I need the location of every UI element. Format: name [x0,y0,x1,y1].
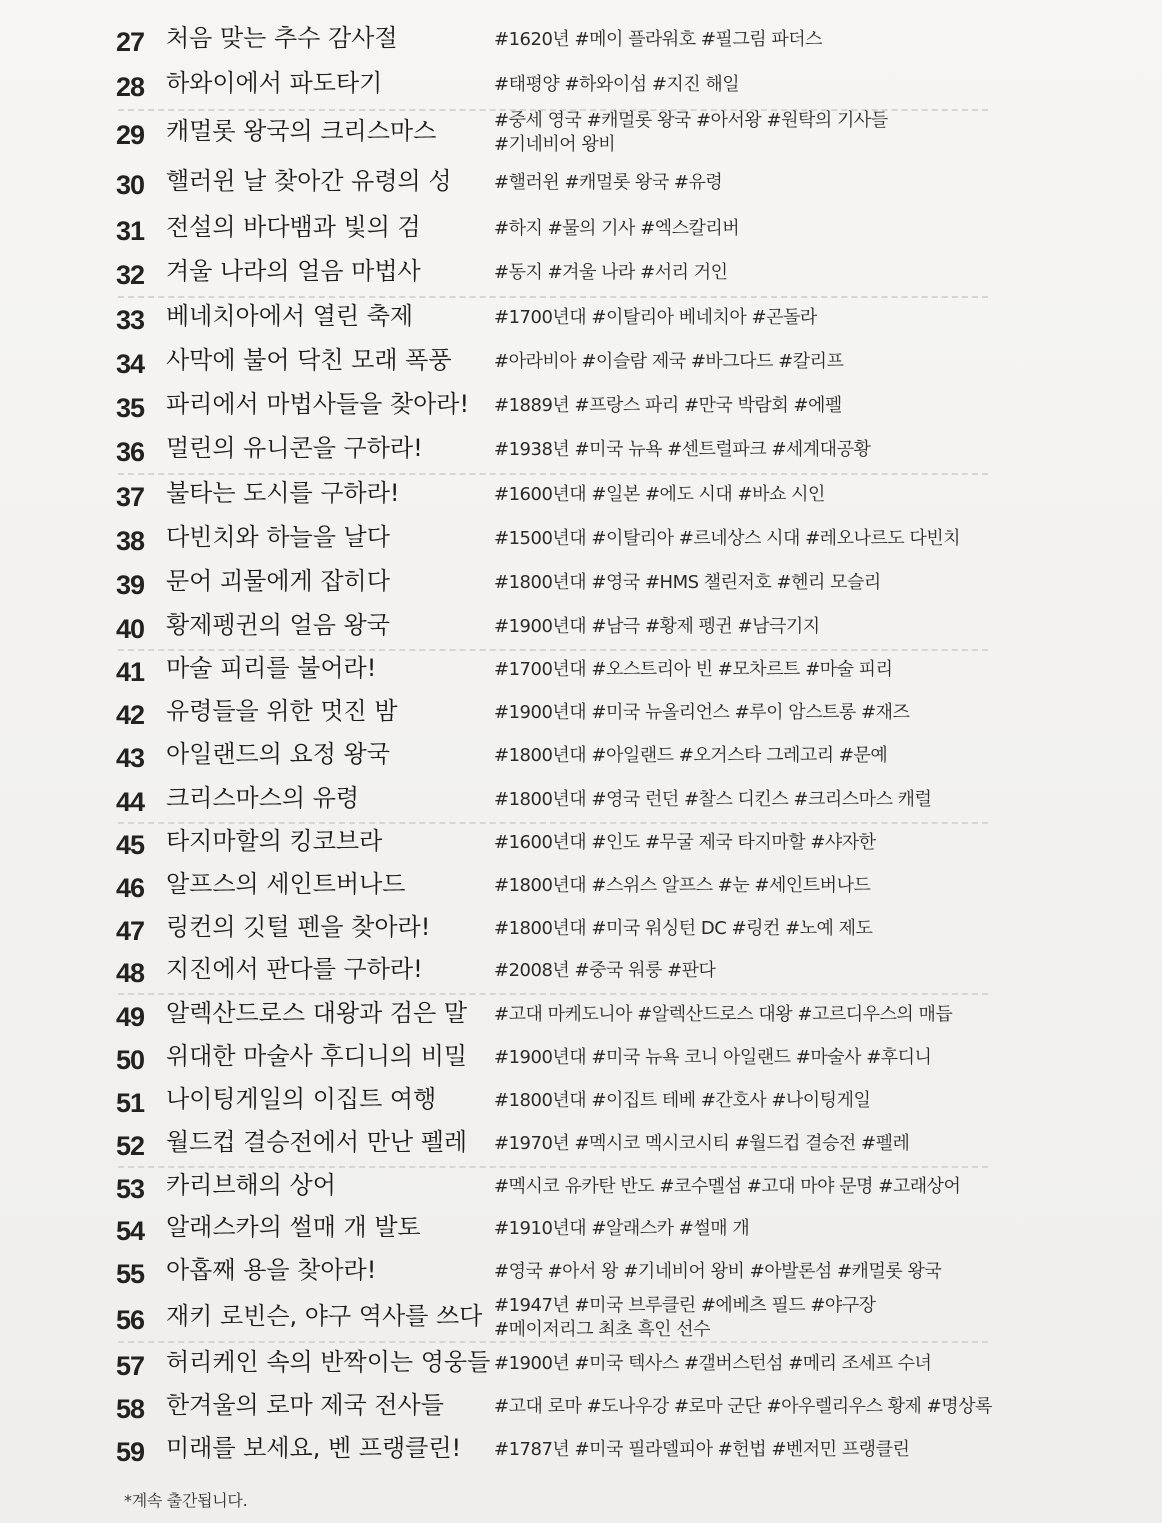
list-item [0,435,1162,465]
list-item [0,871,1162,901]
volume-tags: #기네비어 왕비 [494,134,616,155]
volume-number: 35 [116,393,145,423]
list-item [0,524,1162,554]
volume-tags: #태평양 #하와이섬 #지진 해일 [494,74,740,95]
volume-number: 53 [116,1174,145,1204]
volume-title: 카리브해의 상어 [166,1171,336,1199]
dashed-divider [118,822,988,824]
list-item [0,956,1162,986]
volume-title: 문어 괴물에게 잡히다 [166,567,390,595]
list-item [0,391,1162,421]
volume-tags: #동지 #겨울 나라 #서리 거인 [494,262,728,283]
volume-number: 51 [116,1088,145,1118]
volume-tags: #1800년대 #영국 런던 #찰스 디킨스 #크리스마스 캐럴 [494,789,932,810]
list-item [0,168,1162,198]
volume-number: 59 [116,1437,145,1467]
volume-tags: #1889년 #프랑스 파리 #만국 박람회 #에펠 [494,395,842,416]
list-item [0,1129,1162,1159]
list-item [0,1435,1162,1465]
volume-tags: #1970년 #멕시코 멕시코시티 #월드컵 결승전 #펠레 [494,1133,910,1154]
volume-tags: #핼러윈 #캐멀롯 왕국 #유령 [494,172,723,193]
volume-title: 베네치아에서 열린 축제 [166,302,414,330]
volume-title: 허리케인 속의 반짝이는 영웅들 [166,1348,491,1376]
volume-tags: #1900년대 #미국 뉴올리언스 #루이 암스트롱 #재즈 [494,702,910,723]
volume-tags: #1800년대 #스위스 알프스 #눈 #세인트버나드 [494,875,871,896]
list-item [0,828,1162,858]
volume-title: 위대한 마술사 후디니의 비밀 [166,1042,468,1070]
list-item [0,303,1162,333]
volume-title: 지진에서 판다를 구하라! [166,955,423,983]
volume-title: 황제펭귄의 얼음 왕국 [166,611,390,639]
list-item [0,480,1162,510]
volume-title: 아일랜드의 요정 왕국 [166,740,390,768]
dashed-divider [118,993,988,995]
volume-number: 50 [116,1045,145,1075]
volume-number: 52 [116,1131,145,1161]
volume-number: 49 [116,1002,145,1032]
volume-tags: #1900년대 #남극 #황제 펭귄 #남극기지 [494,616,820,637]
volume-tags: #하지 #물의 기사 #엑스칼리버 [494,218,740,239]
list-item [0,1172,1162,1202]
volume-title: 마술 피리를 불어라! [166,654,377,682]
dashed-divider [118,1166,988,1168]
volume-tags: #고대 로마 #도나우강 #로마 군단 #아우렐리우스 황제 #명상록 [494,1396,992,1417]
list-item [0,347,1162,377]
volume-tags: #영국 #아서 왕 #기네비어 왕비 #아발론섬 #캐멀롯 왕국 [494,1261,942,1282]
volume-number: 39 [116,570,145,600]
volume-tags: #멕시코 유카탄 반도 #코수멜섬 #고대 마야 문명 #고래상어 [494,1176,961,1197]
volume-tags: #1800년대 #미국 워싱턴 DC #링컨 #노예 제도 [494,918,873,939]
volume-tags: #고대 마케도니아 #알렉산드로스 대왕 #고르디우스의 매듭 [494,1004,953,1025]
volume-title: 겨울 나라의 얼음 마법사 [166,257,421,285]
list-item [0,70,1162,100]
list-item [0,25,1162,55]
volume-tags: #1700년대 #오스트리아 빈 #모차르트 #마술 피리 [494,659,893,680]
volume-number: 30 [116,170,145,200]
volume-title: 파리에서 마법사들을 찾아라! [166,390,470,418]
volume-title: 링컨의 깃털 펜을 찾아라! [166,913,431,941]
volume-tags: #1700년대 #이탈리아 베네치아 #곤돌라 [494,307,817,328]
volume-number: 44 [116,787,145,817]
list-item [0,1349,1162,1379]
volume-title: 재키 로빈슨, 야구 역사를 쓰다 [166,1302,483,1330]
volume-tags: #1900년 #미국 텍사스 #갤버스턴섬 #메리 조세프 수녀 [494,1353,932,1374]
volume-tags: #1800년대 #이집트 테베 #간호사 #나이팅게일 [494,1090,871,1111]
volume-number: 28 [116,72,145,102]
volume-title: 알래스카의 썰매 개 발토 [166,1213,421,1241]
volume-title: 한겨울의 로마 제국 전사들 [166,1391,444,1419]
volume-tags: #1800년대 #영국 #HMS 챌린저호 #헨리 모슬리 [494,572,881,593]
volume-number: 34 [116,349,145,379]
volume-tags: #중세 영국 #캐멀롯 왕국 #아서왕 #원탁의 기사들 [494,110,888,131]
volume-title: 멀린의 유니콘을 구하라! [166,434,423,462]
volume-tags: #1900년대 #미국 뉴욕 코니 아일랜드 #마술사 #후디니 [494,1047,932,1068]
volume-tags: #1600년대 #인도 #무굴 제국 타지마할 #샤자한 [494,832,876,853]
list-item [0,1043,1162,1073]
volume-number: 58 [116,1394,145,1424]
list-item [0,1257,1162,1287]
volume-title: 월드컵 결승전에서 만난 펠레 [166,1128,468,1156]
dashed-divider [118,473,988,475]
list-item [0,1000,1162,1030]
volume-number: 40 [116,614,145,644]
volume-title: 유령들을 위한 멋진 밤 [166,697,398,725]
list-item [0,1086,1162,1116]
list-item [0,785,1162,815]
list-item [0,698,1162,728]
list-item [0,214,1162,244]
volume-title: 미래를 보세요, 벤 프랭클린! [166,1434,462,1462]
volume-title: 알렉산드로스 대왕과 검은 말 [166,999,468,1027]
volume-number: 48 [116,958,145,988]
list-item [0,612,1162,642]
volume-number: 41 [116,657,145,687]
volume-number: 46 [116,873,145,903]
volume-number: 55 [116,1259,145,1289]
volume-number: 56 [116,1305,145,1335]
volume-title: 핼러윈 날 찾아간 유령의 성 [166,167,452,195]
dashed-divider [118,649,988,651]
volume-number: 27 [116,27,145,57]
list-item [0,1214,1162,1244]
volume-title: 하와이에서 파도타기 [166,69,383,97]
volume-number: 37 [116,482,145,512]
volume-tags: #메이저리그 최초 흑인 선수 [494,1319,711,1340]
volume-title: 캐멀롯 왕국의 크리스마스 [166,117,437,145]
list-item [0,568,1162,598]
list-item [0,1392,1162,1422]
volume-number: 57 [116,1351,145,1381]
volume-tags: #1787년 #미국 필라델피아 #헌법 #벤저민 프랭클린 [494,1439,910,1460]
volume-tags: #1620년 #메이 플라워호 #필그림 파더스 [494,29,822,50]
volume-number: 32 [116,260,145,290]
volume-title: 사막에 불어 닥친 모래 폭풍 [166,346,452,374]
volume-title: 처음 맞는 추수 감사절 [166,24,398,52]
volume-number: 42 [116,700,145,730]
volume-number: 33 [116,305,145,335]
volume-tags: #아라비아 #이슬람 제국 #바그다드 #칼리프 [494,351,844,372]
list-item [0,914,1162,944]
volume-number: 38 [116,526,145,556]
dashed-divider [118,296,988,298]
volume-title: 크리스마스의 유령 [166,784,360,812]
volume-title: 전설의 바다뱀과 빛의 검 [166,213,421,241]
volume-title: 다빈치와 하늘을 날다 [166,523,390,551]
volume-number: 36 [116,437,145,467]
volume-tags: #2008년 #중국 워룽 #판다 [494,960,716,981]
list-item [0,1295,1162,1340]
volume-number: 45 [116,830,145,860]
dashed-divider [118,1341,988,1343]
volume-title: 아홉째 용을 찾아라! [166,1256,377,1284]
volume-title: 나이팅게일의 이집트 여행 [166,1085,437,1113]
footnote: *계속 출간됩니다. [124,1491,248,1510]
volume-number: 43 [116,743,145,773]
list-item [0,741,1162,771]
volume-tags: #1947년 #미국 브루클린 #에베츠 필드 #야구장 [494,1295,876,1316]
list-item [0,258,1162,288]
volume-number: 31 [116,216,145,246]
volume-title: 알프스의 세인트버나드 [166,870,406,898]
list-item [0,110,1162,155]
volume-tags: #1910년대 #알래스카 #썰매 개 [494,1218,750,1239]
volume-tags: #1600년대 #일본 #에도 시대 #바쇼 시인 [494,484,825,505]
volume-number: 29 [116,120,145,150]
list-item [0,655,1162,685]
volume-title: 불타는 도시를 구하라! [166,479,400,507]
volume-title: 타지마할의 킹코브라 [166,827,383,855]
volume-tags: #1800년대 #아일랜드 #오거스타 그레고리 #문예 [494,745,888,766]
volume-tags: #1500년대 #이탈리아 #르네상스 시대 #레오나르도 다빈치 [494,528,961,549]
volume-number: 47 [116,916,145,946]
volume-number: 54 [116,1216,145,1246]
volume-tags: #1938년 #미국 뉴욕 #센트럴파크 #세계대공황 [494,439,871,460]
